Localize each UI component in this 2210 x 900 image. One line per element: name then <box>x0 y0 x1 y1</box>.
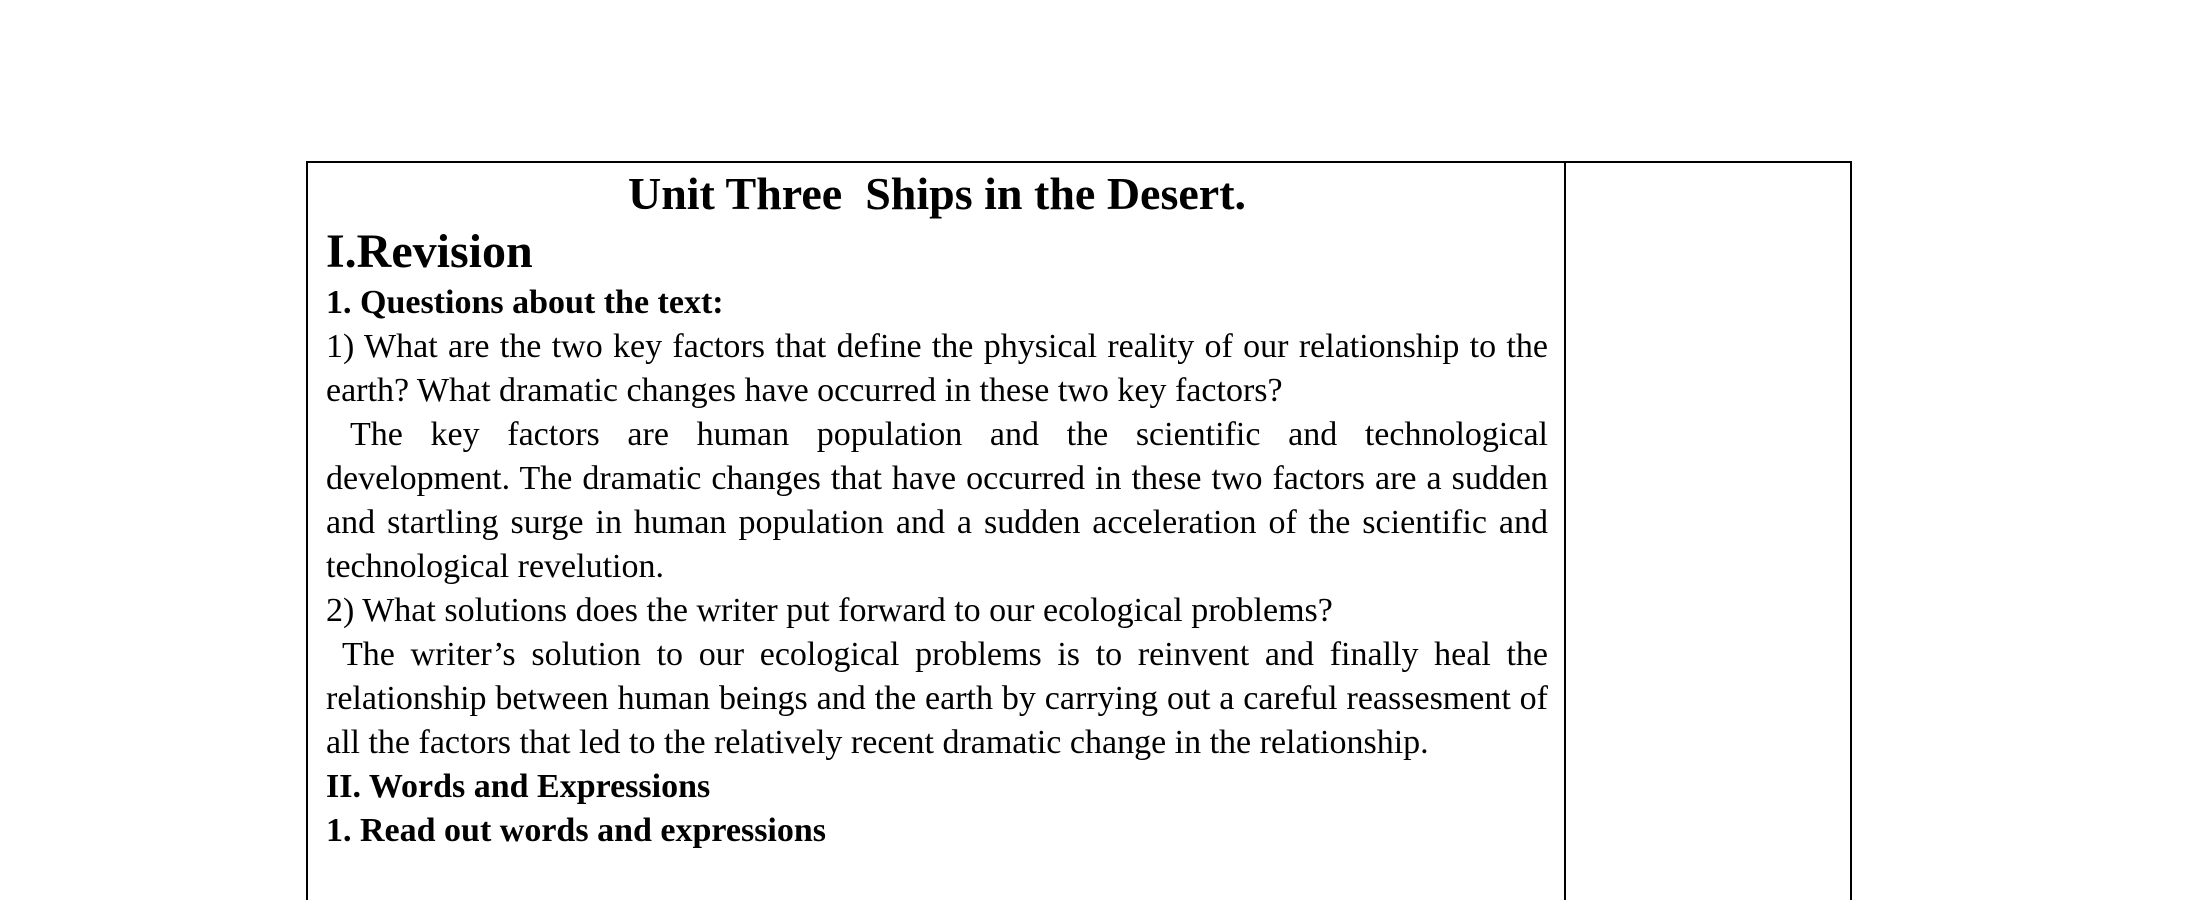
question-2: 2) What solutions does the writer put forward to our ecological problems? <box>326 592 1333 629</box>
page-title: Unit Three Ships in the Desert. <box>627 168 1247 219</box>
answer-1: The key factors are human population and the scientific and technological development. The dramatic changes that have occurred in these two factors are a sudden and startling surge in human population and a sudden acceleration of the scientific and technological revelution. <box>326 416 1548 585</box>
question-1: 1) What are the two key factors that define the physical reality of our relationship to the earth? What dramatic changes have occurred in these two key factors? <box>326 328 1548 409</box>
section-heading-revision: I.Revision <box>326 225 533 278</box>
subheading-read-out: 1. Read out words and expressions <box>326 812 827 849</box>
side-notes-cell <box>1566 163 1850 900</box>
subheading-questions: 1. Questions about the text: <box>326 284 724 321</box>
document-table <box>306 161 1852 900</box>
section-heading-words: II. Words and Expressions <box>326 768 711 805</box>
answer-2: The writer’s solution to our ecological problems is to reinvent and finally heal the relationship between human beings and the earth by carrying out a careful reassesment of all the factors that led to the relatively recent dramatic change in the relationship. <box>326 636 1548 761</box>
main-content-cell <box>326 165 1548 900</box>
